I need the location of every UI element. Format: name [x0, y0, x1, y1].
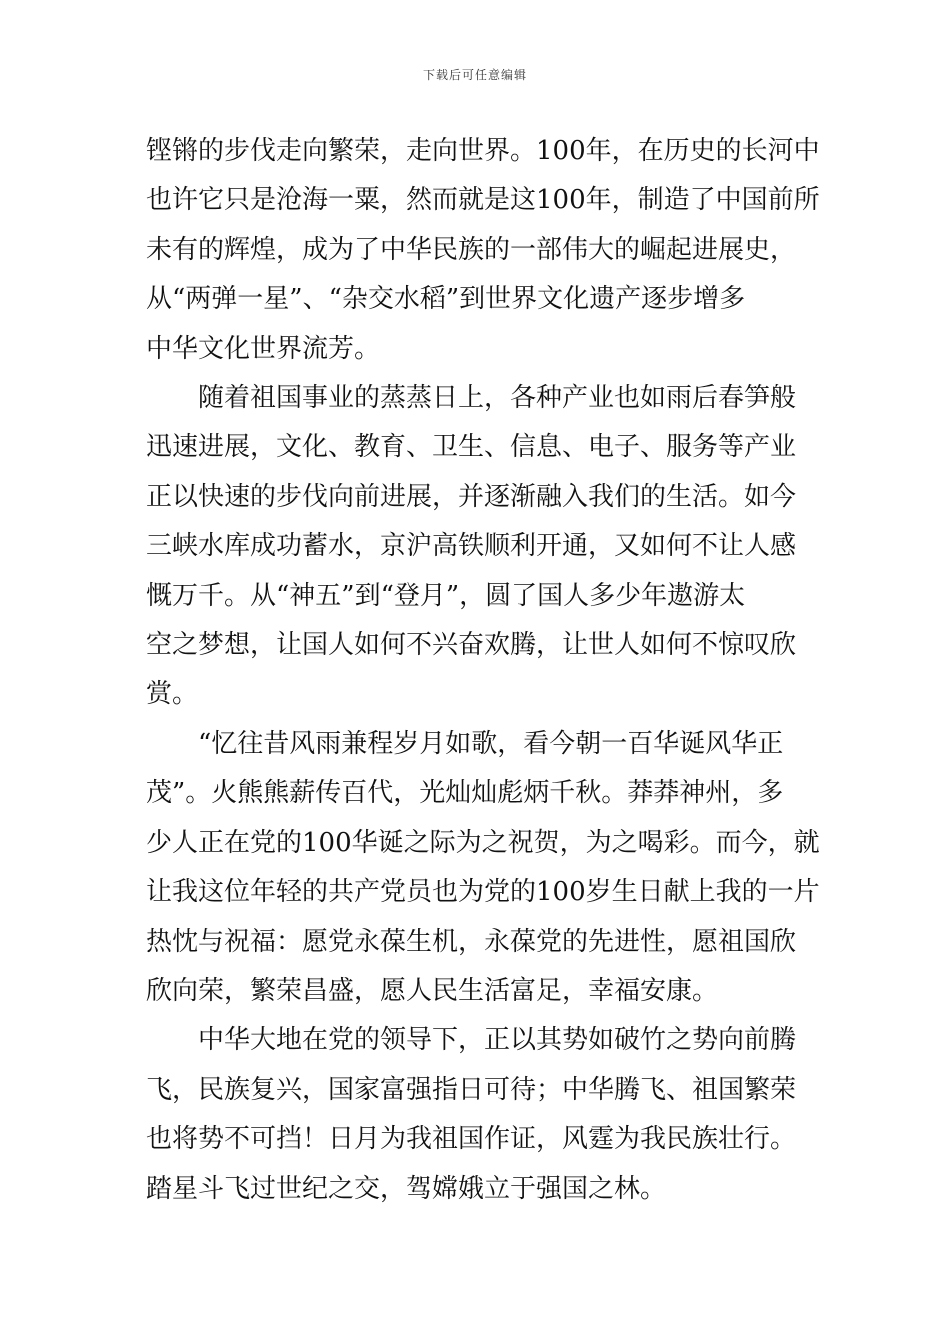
paragraph-line: 飞，民族复兴，国家富强指日可待；中华腾飞、祖国繁荣: [146, 1074, 797, 1105]
paragraph-line: 赏。: [146, 679, 199, 710]
paragraph-line: 空之梦想，让国人如何不兴奋欢腾，让世人如何不惊叹欣: [146, 630, 797, 661]
paragraph-4: [146, 1016, 810, 1214]
paragraph-line: 也许它只是沧海一粟，然而就是这100年，制造了中国前所: [146, 185, 820, 216]
paragraph-line: 热忱与祝福：愿党永葆生机，永葆党的先进性，愿祖国欣: [146, 926, 797, 957]
paragraph-line: 迅速进展，文化、教育、卫生、信息、电子、服务等产业: [146, 432, 797, 463]
paragraph-line: 慨万千。从“神五”到“登月”，圆了国人多少年遨游太: [146, 580, 746, 611]
paragraph-line: 正以快速的步伐向前进展，并逐渐融入我们的生活。如今: [146, 481, 797, 512]
paragraph-line: 随着祖国事业的蒸蒸日上，各种产业也如雨后春笋般: [198, 383, 797, 414]
paragraph-line: 三峡水库成功蓄水，京沪高铁顺利开通，又如何不让人感: [146, 531, 797, 562]
paragraph-line: 茂”。火熊熊薪传百代，光灿灿彪炳千秋。莽莽神州，多: [146, 778, 784, 809]
paragraph-line: 少人正在党的100华诞之际为之祝贺，为之喝彩。而今，就: [146, 827, 820, 858]
paragraph-line: “忆往昔风雨兼程岁月如歌，看今朝一百华诞风华正: [198, 728, 784, 759]
page-header: 下载后可任意编辑: [422, 68, 527, 82]
paragraph-line: 中华大地在党的领导下，正以其势如破竹之势向前腾: [198, 1025, 797, 1056]
paragraph-2: [146, 374, 810, 720]
paragraph-line: 也将势不可挡！日月为我祖国作证，风霆为我民族壮行。: [146, 1124, 797, 1155]
paragraph-3: [146, 720, 820, 1016]
document-body: [146, 127, 820, 1214]
paragraph-line: 欣向荣，繁荣昌盛，愿人民生活富足，幸福安康。: [146, 975, 719, 1006]
paragraph-line: 中华文化世界流芳。: [146, 333, 381, 364]
paragraph-line: 踏星斗飞过世纪之交，驾嫦娥立于强国之林。: [146, 1173, 667, 1204]
paragraph-line: 未有的辉煌，成为了中华民族的一部伟大的崛起进展史，: [146, 234, 797, 265]
paragraph-1: [146, 127, 820, 374]
paragraph-line: 从“两弹一星”、“杂交水稻”到世界文化遗产逐步增多: [146, 284, 746, 315]
paragraph-line: 让我这位年轻的共产党员也为党的100岁生日献上我的一片: [146, 877, 820, 908]
paragraph-line: 铿锵的步伐走向繁荣，走向世界。100年，在历史的长河中: [146, 136, 820, 166]
